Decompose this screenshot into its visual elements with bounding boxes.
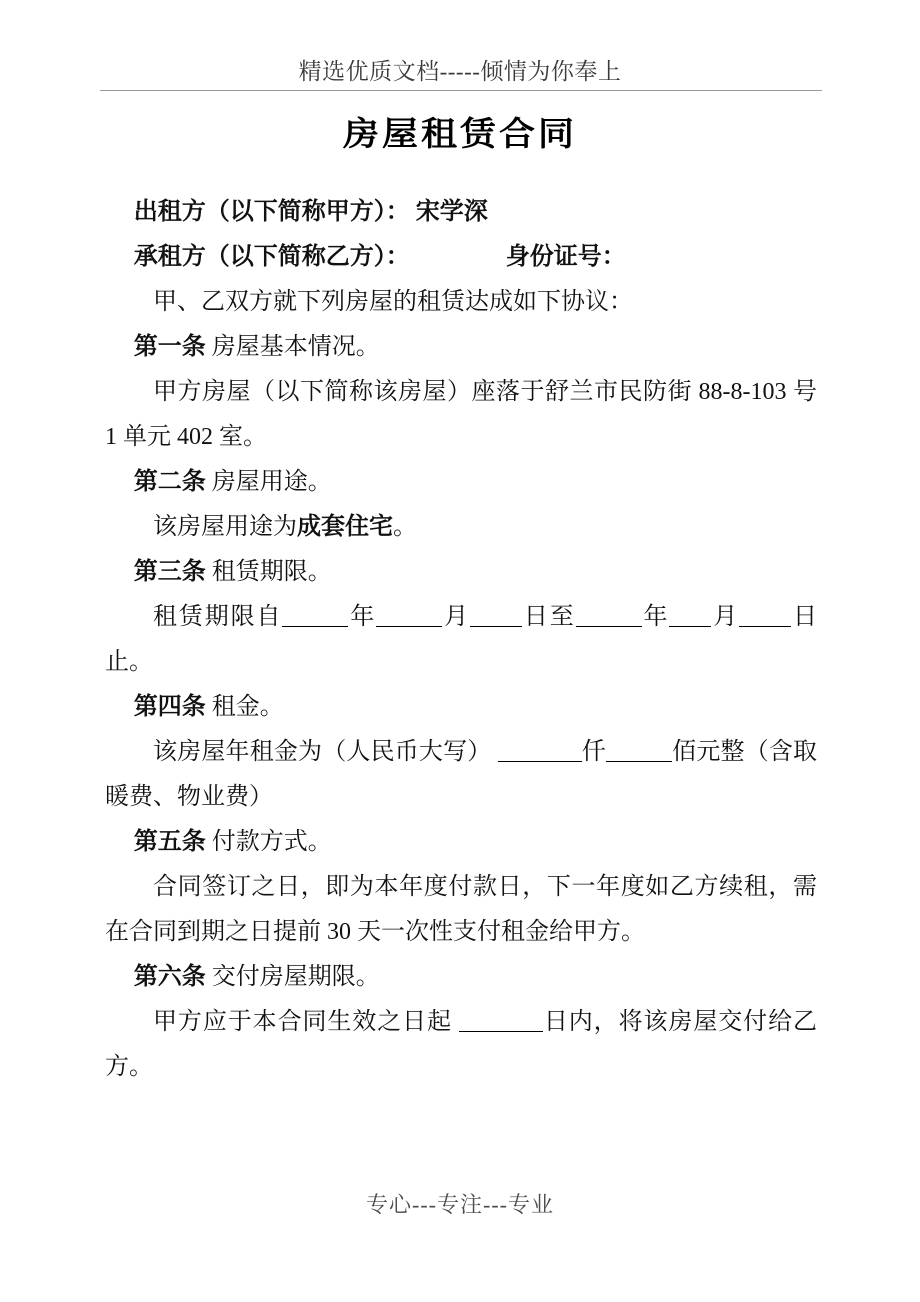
clause-6-body: [105, 1000, 817, 1090]
clause-6-number: 第六条: [133, 964, 206, 990]
clause-5-heading: [105, 820, 817, 865]
header-divider: [100, 90, 822, 91]
clause-5-title: 付款方式。: [211, 829, 332, 855]
period-trailing-period: 。: [129, 649, 153, 675]
clause-1-number: 第一条: [133, 334, 206, 360]
end-month-blank[interactable]: [669, 626, 711, 627]
clause-3-text-prefix: 租赁期限自: [153, 604, 283, 630]
footer-banner-text: 专心---专注---专业: [366, 1192, 554, 1217]
clause-4-text-suffix: （含取暖费、物业费）: [105, 739, 818, 810]
clause-6-text-prefix: 甲方应于本合同生效之日起: [153, 1009, 459, 1035]
clause-2-heading: [105, 460, 817, 505]
end-year-unit: 年: [641, 604, 670, 630]
end-year-blank[interactable]: [576, 626, 642, 627]
start-year-unit: 年: [348, 604, 377, 630]
start-month-blank[interactable]: [376, 626, 442, 627]
clause-1-body: [105, 370, 817, 460]
clause-1-text-unit: 单元: [117, 424, 177, 450]
clause-3-number: 第三条: [133, 559, 206, 585]
end-day-blank[interactable]: [739, 626, 791, 627]
clause-2-body: [105, 505, 817, 550]
clause-2-text-suffix: 。: [393, 514, 417, 540]
lessor-line: [105, 190, 817, 235]
clause-1-title: 房屋基本情况。: [211, 334, 380, 360]
clause-4-heading: [105, 685, 817, 730]
start-day-blank[interactable]: [470, 626, 522, 627]
clause-5-text-suffix: 天一次性支付租金给甲方。: [351, 919, 645, 945]
clause-4-body: [105, 730, 817, 820]
start-month-unit: 月: [442, 604, 470, 630]
clause-2-title: 房屋用途。: [211, 469, 332, 495]
clause-2-text-prefix: 该房屋用途为: [153, 514, 297, 540]
header-banner-text: 精选优质文档-----倾情为你奉上: [298, 59, 622, 84]
lessee-label: 承租方（以下简称乙方）：: [133, 244, 410, 270]
clause-1-text-mid: 号: [786, 379, 818, 405]
rent-hundred-blank[interactable]: [606, 761, 672, 762]
start-day-unit: 日: [521, 604, 550, 630]
rent-hundred-unit: 佰元整: [671, 739, 745, 765]
clause-3-body: [105, 595, 817, 685]
period-to-word: 至: [549, 604, 576, 630]
document-title: 房屋租赁合同: [342, 114, 577, 154]
property-usage-value: 成套住宅: [297, 514, 393, 540]
lessor-name: 宋学深: [415, 199, 488, 225]
clause-4-number: 第四条: [133, 694, 206, 720]
clause-3-heading: [105, 550, 817, 595]
clause-1-text-suffix: 室。: [213, 424, 267, 450]
clause-6-heading: [105, 955, 817, 1000]
lessee-line: [105, 235, 817, 280]
clause-4-text-prefix: 该房屋年租金为（人民币大写）: [153, 739, 492, 765]
start-year-blank[interactable]: [282, 626, 348, 627]
clause-1-heading: [105, 325, 817, 370]
clause-6-text-suffix: 日内，将该房屋交付给乙方。: [105, 1009, 818, 1080]
period-end-word: 日止: [105, 604, 818, 675]
clause-5-body: [105, 865, 817, 955]
end-month-unit: 月: [711, 604, 740, 630]
id-number-label: 身份证号：: [505, 244, 626, 270]
document-body: [105, 190, 817, 1090]
clause-5-number: 第五条: [133, 829, 206, 855]
rent-thousand-unit: 仟: [581, 739, 606, 765]
clause-4-title: 租金。: [211, 694, 284, 720]
page-header: [0, 57, 920, 87]
handover-days-blank[interactable]: [459, 1031, 543, 1032]
clause-6-title: 交付房屋期限。: [211, 964, 380, 990]
lessor-label: 出租方（以下简称甲方）：: [133, 199, 410, 225]
rent-thousand-blank[interactable]: [498, 761, 582, 762]
payment-advance-days: 30: [327, 919, 351, 945]
preamble-line: 甲、乙双方就下列房屋的租赁达成如下协议：: [153, 289, 633, 315]
property-unit-number: 1: [105, 424, 117, 450]
property-room-number: 402: [177, 424, 213, 450]
clause-1-text-prefix: 甲方房屋（以下简称该房屋）座落于舒兰市民防街: [153, 379, 699, 405]
clause-3-title: 租赁期限。: [211, 559, 332, 585]
clause-5-text-prefix: 合同签订之日，即为本年度付款日，下一年度如乙方续租，需在合同到期之日提前: [105, 874, 817, 945]
clause-2-number: 第二条: [133, 469, 206, 495]
property-address-code: 88-8-103: [698, 379, 787, 405]
